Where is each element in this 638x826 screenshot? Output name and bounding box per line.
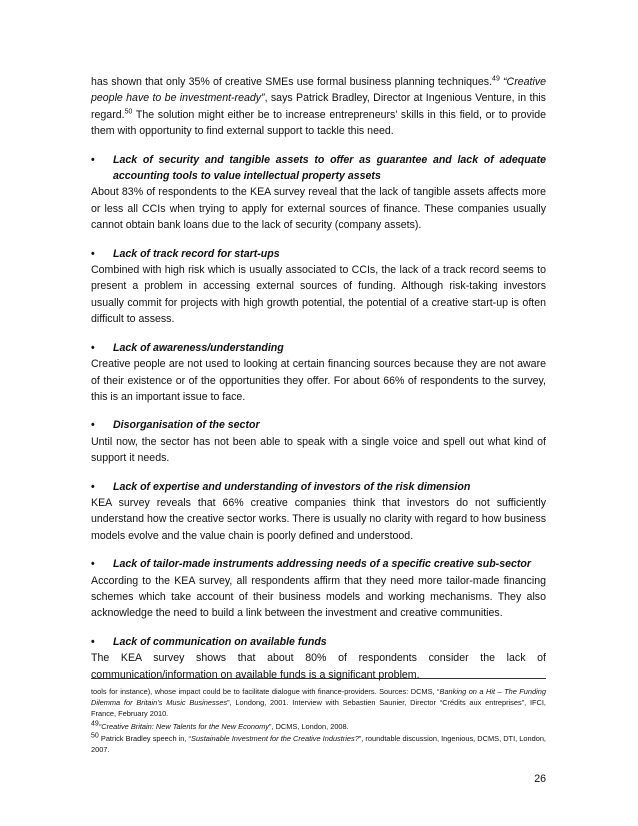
- bullet-icon: •: [91, 635, 95, 648]
- section-heading-text: Disorganisation of the sector: [113, 419, 260, 432]
- bullet-icon: •: [91, 480, 95, 493]
- section-body: The KEA survey shows that about 80% of respondents consider the lack of communication/information on available funds is a significant problem.: [91, 652, 546, 681]
- document-body: [91, 74, 546, 683]
- section-heading: [91, 479, 546, 495]
- section-heading: [91, 340, 546, 356]
- section-heading: [91, 634, 546, 650]
- footnote-50: [91, 733, 546, 755]
- page-number: 26: [534, 773, 546, 785]
- section-heading-text: Lack of expertise and understanding of investors of the risk dimension: [113, 480, 471, 493]
- section-heading: [91, 246, 546, 262]
- section-body: Combined with high risk which is usually associated to CCIs, the lack of a track record seems to present a problem in accessing external sources of funding. Although risk-taking investors usually commit for projects with high growth potential, the potential of a creative start-up is often difficult to assess.: [91, 264, 546, 326]
- section-body: About 83% of respondents to the KEA survey reveal that the lack of tangible assets affects more or less all CCIs when trying to apply for external sources of finance. These companies usually cannot obtain bank loans due to the lack of security (company assets).: [91, 186, 546, 232]
- section-body: Creative people are not used to looking at certain financing sources because they are not aware of their existence or of the opportunities they offer. For about 66% of respondents to the survey, this is an important issue to face.: [91, 358, 546, 403]
- section-body: According to the KEA survey, all respondents affirm that they need more tailor-made financing schemes which take account of their business models and working mechanisms. They also acknowledge the need to build a link between the investment and creative communities.: [91, 574, 546, 620]
- section-heading: [91, 152, 546, 185]
- footnote-text: ”, DCMS, London, 2008.: [269, 721, 349, 731]
- footnote-number: 50: [91, 732, 99, 740]
- section-list: [91, 152, 546, 683]
- section-block: [91, 417, 546, 466]
- section-block: [91, 152, 546, 234]
- section-block: [91, 246, 546, 328]
- footnote-number: 49: [91, 720, 99, 728]
- footnote-text: ”, roundtable discussion, Ingenious, DCMS, DTI, London, 2007.: [91, 733, 546, 755]
- bullet-icon: •: [91, 341, 95, 354]
- footnote-divider: [91, 678, 546, 679]
- intro-text: has shown that only 35% of creative SMEs use formal business planning techniques.: [91, 76, 493, 88]
- section-body: Until now, the sector has not been able to speak with a single voice and spell out what kind of support it needs.: [91, 435, 546, 465]
- section-body: KEA survey reveals that 66% creative companies think that investors do not sufficiently understand how the creative sector works. There is usually no clarity with regard to how business models evolve and the value chain is poorly defined and understood.: [91, 496, 546, 542]
- footnote-text: ”, Londong, 2001. Interview with Sebastien Saunier, Director “Crédits aux entreprises”, IFCI, France, February 2010.: [91, 698, 546, 719]
- intro-text: The solution might either be to increase entrepreneurs’ skills in this field, or to provide them with opportunity to find external support to tackle this need.: [91, 108, 546, 138]
- section-block: [91, 556, 546, 622]
- section-heading-text: Lack of track record for start-ups: [113, 247, 280, 260]
- section-heading-text: Lack of tailor-made instruments addressing needs of a specific creative sub-sector: [113, 558, 531, 571]
- section-heading-text: Lack of awareness/understanding: [113, 341, 284, 354]
- bullet-icon: •: [91, 558, 95, 571]
- footnote-continuation: [91, 686, 546, 720]
- footnote-ref-50[interactable]: 50: [124, 108, 133, 116]
- footnote-text: tools for instance), whose impact could be to facilitate dialogue with finance-providers. Sources: DCMS, “: [91, 687, 440, 696]
- footnote-title: “Creative Britain: New Talents for the New Economy: [98, 721, 269, 731]
- footnote-text: Patrick Bradley speech in, “: [98, 733, 192, 743]
- intro-text: , says Patrick Bradley, Director at Ingenious Venture, in this regard.: [91, 92, 546, 121]
- section-block: [91, 634, 546, 683]
- intro-quote: “Creative people have to be investment-ready”: [91, 76, 547, 105]
- section-block: [91, 479, 546, 545]
- section-heading-text: Lack of security and tangible assets to offer as guarantee and lack of adequate accounting tools to value intellectual property assets: [113, 153, 546, 183]
- bullet-icon: •: [91, 153, 95, 166]
- bullet-icon: •: [91, 247, 95, 260]
- bullet-icon: •: [91, 419, 95, 432]
- section-heading-text: Lack of communication on available funds: [113, 635, 327, 648]
- footnote-title: Sustainable Investment for the Creative Industries?: [191, 733, 359, 743]
- section-heading: [91, 556, 546, 572]
- footnote-title: Banking on a Hit – The Funding Dilemma for Britain’s Music Businesses: [91, 687, 546, 708]
- section-block: [91, 340, 546, 406]
- footnote-ref-49[interactable]: 49: [492, 75, 500, 83]
- section-heading: [91, 417, 546, 433]
- footnotes: [91, 686, 546, 755]
- footnote-49: [91, 721, 546, 732]
- intro-paragraph: [91, 74, 546, 140]
